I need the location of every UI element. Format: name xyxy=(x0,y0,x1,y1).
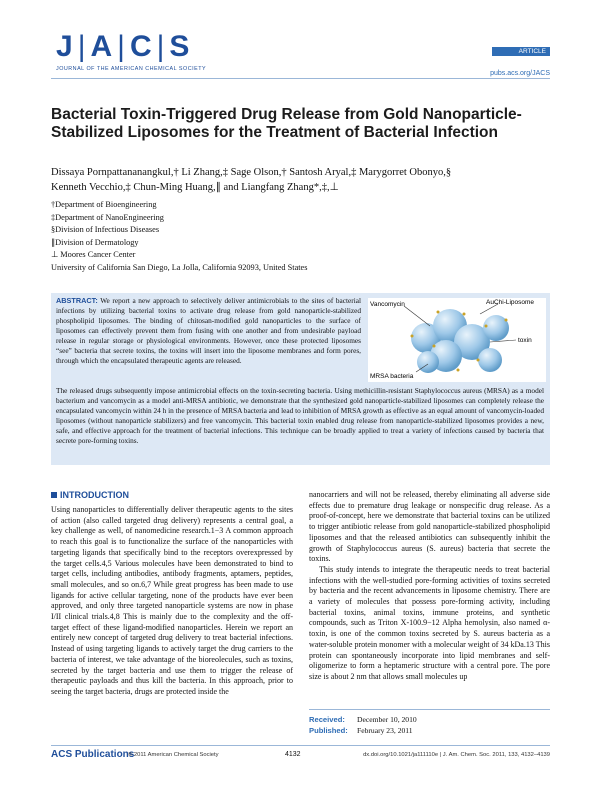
journal-logo: J | A | C | S xyxy=(56,30,191,63)
toc-label-toxin: toxin xyxy=(518,337,532,344)
toc-label-liposome: AuChi-Liposome xyxy=(486,299,535,306)
affiliation: §Division of Infectious Diseases xyxy=(51,225,160,235)
toc-label-mrsa: MRSA bacteria xyxy=(370,373,414,380)
author-list xyxy=(51,165,551,195)
abstract-label: ABSTRACT: xyxy=(56,296,98,305)
header-rule xyxy=(51,78,550,79)
received-label: Received: xyxy=(309,715,345,724)
affiliation: University of California San Diego, La Jolla, California 92093, United States xyxy=(51,262,308,272)
published-label: Published: xyxy=(309,726,348,735)
intro-column-1: Using nanoparticles to differentially deliver therapeutic agents to the sites of action (also called targeted drug delivery) represents a central goal, a key challenge as well, of nanomedicine research.1−3 A common approach to reach this goal is to functionalize the surface of the nanoparticles with targeting ligands that specifically bind to the receptors overexpressed by the target cells.4,5 Various molecules have been demonstrated to bind to target cells, including antibodies, antibody fragments, aptamers, peptides, small molecules, and so on.6,7 While great progress has been made to use ligands for active cellular targeting, none of the products have ever been approved, and only three targeted nanoparticle systems are now in phase I/II clinical trials.4,8 This is mainly due to the complexity and the off-target effect of these ligand-modified nanoparticles. Herein we report an entirely new concept of targeted drug delivery to treat bacterial infections. Instead of using targeting ligands to actively target the drug carriers to the bacteria of interest, we take advantage of the bioreolecules, such as toxins, secreted by the target bacteria and use them to trigger the release of therapeutic payloads and thus kill the bacteria. In this approach, prior to seeing the target bacteria, drugs are protected inside the xyxy=(51,505,293,696)
affiliations xyxy=(51,199,551,275)
affiliation: ⊥ Moores Cancer Center xyxy=(51,250,136,260)
section-bullet-icon xyxy=(51,492,57,498)
abstract-continued: The released drugs subsequently impose antimicrobial effects on the toxin-secreting bacteria. Using methicillin-resistant Staphylococcus aureus (MRSA) as a model bacterium and vancomycin as a model anti-MRSA antibiotic, we demonstrate that the synthesized gold nanoparticle-stabilized liposomes can completely release the encapsulated vancomycin within 24 h in the presence of MRSA bacteria and lead to inhibition of MRSA growth as effective as an equal amount of vancomycin-loaded liposomes (without nanoparticle stabilizers) and free vancomycin. This bacterial toxin enabled drug release from nanoparticle-stabilized liposomes provides a new, safe, and effective approach for the treatment of bacterial infections. This technique can be broadly applied to treat a variety of infections caused by bacteria that secrete pore-forming toxins. xyxy=(56,386,544,445)
page-number: 4132 xyxy=(285,751,301,758)
affiliation: †Department of Bioengineering xyxy=(51,200,157,209)
doi-citation[interactable]: dx.doi.org/10.1021/ja111110e | J. Am. Chem. Soc. 2011, 133, 4132–4139 xyxy=(363,752,550,758)
intro-paragraph: This study intends to integrate the therapeutic needs to treat bacterial infections with the well-studied pore-forming activities of toxins secreted by bacteria and the recent advancements in liposome chemistry. There are a variety of molecules that possess pore-forming activity, including bacterial toxins, animal toxins, immune proteins, and synthetic compounds, such as Triton X-100.9−12 Alpha hemolysin, also named α-toxin, is one of the common toxins secreted by S. aureus bacteria as a water-soluble protein monomer with a molecular weight of 34 kDa.13 This protein can spontaneously incorporate into lipid membranes and self-oligomerize to form a heptameric structure with a central pore. The pore size is about 2 nm that allows small molecules up xyxy=(309,564,550,681)
abstract-text xyxy=(56,296,361,366)
intro-column-2 xyxy=(309,490,550,683)
journal-url[interactable]: pubs.acs.org/JACS xyxy=(490,70,550,77)
journal-name: JOURNAL OF THE AMERICAN CHEMICAL SOCIETY xyxy=(56,66,207,72)
author-line-2: Kenneth Vecchio,‡ Chun-Ming Huang,∥ and Liangfang Zhang*,‡,⊥ xyxy=(51,182,339,193)
affiliation: ∥Division of Dermatology xyxy=(51,237,139,247)
article-title: Bacterial Toxin-Triggered Drug Release from Gold Nanoparticle-Stabilized Liposomes for the Treatment of Bacterial Infection xyxy=(51,106,522,141)
published-date: February 23, 2011 xyxy=(357,726,413,735)
affiliation: ‡Department of NanoEngineering xyxy=(51,212,164,222)
toc-illustration xyxy=(368,298,546,382)
toc-graphic xyxy=(368,298,546,382)
author-line-1: Dissaya Pornpattananangkul,† Li Zhang,‡ Sage Olson,† Santosh Aryal,‡ Marygorret Obonyo,§ xyxy=(51,167,452,178)
toc-label-vancomycin: Vancomycin xyxy=(370,301,405,308)
intro-paragraph: nanocarriers and will not be released, thereby eliminating all adverse side effects due to premature drug leakage or nonspecific drug release. As a proof-of-concept, here we demonstrate that bacterial toxins can be utilized to trigger antibiotic release from gold nanoparticle-stabilized phospholipid liposomes and that the released antibiotics can subsequently inhibit the growth of Staphylococcus aureus (S. aureus) bacteria that secrete the toxins. xyxy=(309,490,550,564)
received-date: December 10, 2010 xyxy=(357,715,417,724)
received-rule xyxy=(309,709,550,710)
abstract-part-1: We report a new approach to selectively deliver antimicrobials to the sites of bacterial infections by utilizing bacterial toxins to activate drug release from gold nanoparticle-stabilized phospholipid liposomes. The binding of chitosan-modified gold nanoparticles to the surface of liposomes can effectively prevent them from fusing with one another and from undesirable payload release in regular storage or physiological environments. However, once these protected liposomes “see” bacteria that secrete toxins, the toxins will insert into the liposome membranes and form pores, through which the encapsulated therapeutic agents are released. xyxy=(56,296,361,365)
article-tag: ARTICLE xyxy=(492,47,550,56)
received-dates xyxy=(309,714,417,736)
liposome-cluster xyxy=(411,309,509,373)
acs-publications-logo: ACS Publications xyxy=(51,749,135,760)
footer-rule xyxy=(51,745,550,746)
copyright: © 2011 American Chemical Society xyxy=(128,752,219,758)
section-heading-introduction: INTRODUCTION xyxy=(51,490,129,500)
